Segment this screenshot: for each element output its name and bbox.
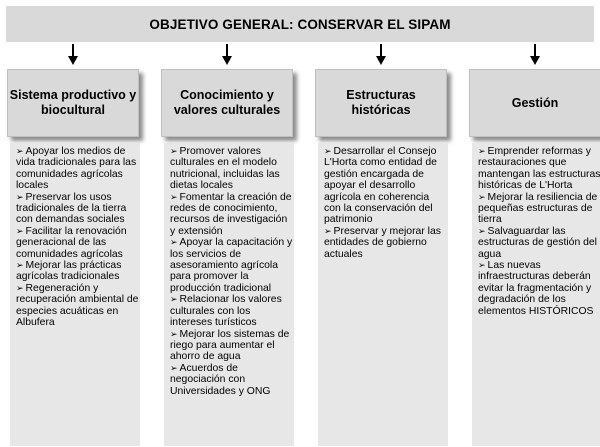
objective-list (170, 146, 294, 397)
list-item-text: Promover valores culturales en el modelo nutricional, incluidas las dietas locales (170, 146, 280, 192)
column-heading-label: Estructuras históricas (346, 88, 416, 117)
arrow-bullet-icon: ➢ (478, 191, 486, 202)
column-heading-label: Gestión (511, 95, 559, 110)
arrow-bullet-icon: ➢ (324, 225, 332, 236)
arrow-bullet-icon: ➢ (170, 191, 178, 202)
list-item (16, 226, 140, 260)
column-heading-knowledge (161, 69, 293, 137)
general-objective-title: OBJETIVO GENERAL: CONSERVAR EL SIPAM (149, 16, 451, 32)
column-heading-productive-system (7, 69, 139, 137)
arrow-bullet-icon: ➢ (170, 362, 178, 373)
arrow-bullet-icon: ➢ (478, 225, 486, 236)
down-arrow-icon (67, 44, 79, 66)
general-objective-banner (6, 6, 594, 42)
column-body-historic-structures (318, 143, 448, 446)
column-body-knowledge (164, 143, 294, 446)
column-heading-label: Sistema productivo y biocultural (9, 88, 137, 117)
list-item (324, 226, 448, 260)
arrow-bullet-icon: ➢ (170, 237, 178, 248)
arrow-bullet-icon: ➢ (16, 191, 24, 202)
arrow-bullet-icon: ➢ (170, 328, 178, 339)
list-item (16, 146, 140, 192)
arrow-bullet-icon: ➢ (478, 260, 486, 271)
list-item (478, 146, 600, 192)
arrow-bullet-icon: ➢ (16, 225, 24, 236)
list-item-text: Mejorar las prácticas agrícolas tradicionales (16, 260, 122, 283)
arrow-bullet-icon: ➢ (16, 260, 24, 271)
down-arrow-icon (375, 44, 387, 66)
arrow-bullet-icon: ➢ (324, 146, 332, 156)
column-heading-label: Conocimiento y valores culturales (173, 88, 281, 117)
arrow-bullet-icon: ➢ (478, 146, 486, 156)
down-arrow-icon (529, 44, 541, 66)
list-item-text: Salvaguardar las estructuras de gestión del agua (478, 225, 597, 260)
list-item (16, 283, 140, 329)
arrow-bullet-icon: ➢ (16, 146, 24, 156)
list-item-text: Fomentar la creación de redes de conocimiento, recursos de investigación y extensión (170, 191, 292, 237)
column-body-management (472, 143, 600, 446)
objective-list (324, 146, 448, 260)
list-item-text: Apoyar los medios de vida tradicionales para las comunidades agrícolas locales (16, 146, 137, 192)
arrow-bullet-icon: ➢ (170, 294, 178, 305)
arrow-bullet-icon: ➢ (170, 146, 178, 156)
list-item (478, 260, 600, 317)
list-item (16, 260, 140, 283)
list-item-text: Mejorar los sistemas de riego para aumentar el ahorro de agua (170, 328, 290, 363)
objective-list (16, 146, 140, 329)
list-item-text: Las nuevas infraestructuras deberán evitar la fragmentación y degradación de los elementos HISTÓRICOS (478, 260, 594, 317)
list-item-text: Desarrollar el Consejo L'Horta como entidad de gestión encargada de apoyar el desarrollo agrícola en coherencia con la conservación del patrimonio (324, 146, 437, 226)
list-item-text: Preservar los usos tradicionales de la tierra con demandas sociales (16, 191, 127, 226)
down-arrow-icon (221, 44, 233, 66)
arrow-bullet-icon: ➢ (16, 282, 24, 293)
list-item (170, 294, 294, 328)
list-item (478, 226, 600, 260)
column-body-productive-system (10, 143, 140, 446)
column-heading-historic-structures (315, 69, 447, 137)
list-item (170, 329, 294, 363)
list-item (170, 363, 294, 397)
objective-list (478, 146, 600, 317)
column-heading-management (469, 69, 600, 137)
list-item (170, 237, 294, 294)
list-item-text: Preservar y mejorar las entidades de gobierno actuales (324, 225, 441, 260)
list-item-text: Facilitar la renovación generacional de las comunidades agrícolas (16, 225, 127, 260)
list-item (478, 192, 600, 226)
list-item (324, 146, 448, 226)
list-item-text: Apoyar la capacitación y los servicios de asesoramiento agrícola para promover la producción tradicional (170, 237, 293, 294)
list-item-text: Emprender reformas y restauraciones que mantengan las estructuras históricas de L'Horta (478, 146, 600, 192)
list-item-text: Regeneración y recuperación ambiental de especies acuáticas en Albufera (16, 282, 139, 329)
list-item-text: Mejorar la resiliencia de pequeñas estructuras de tierra (478, 191, 598, 226)
list-item (16, 192, 140, 226)
list-item (170, 192, 294, 238)
list-item-text: Acuerdos de negociación con Universidades y ONG (170, 362, 271, 397)
list-item (170, 146, 294, 192)
list-item-text: Relacionar los valores culturales con los intereses turísticos (170, 294, 282, 329)
